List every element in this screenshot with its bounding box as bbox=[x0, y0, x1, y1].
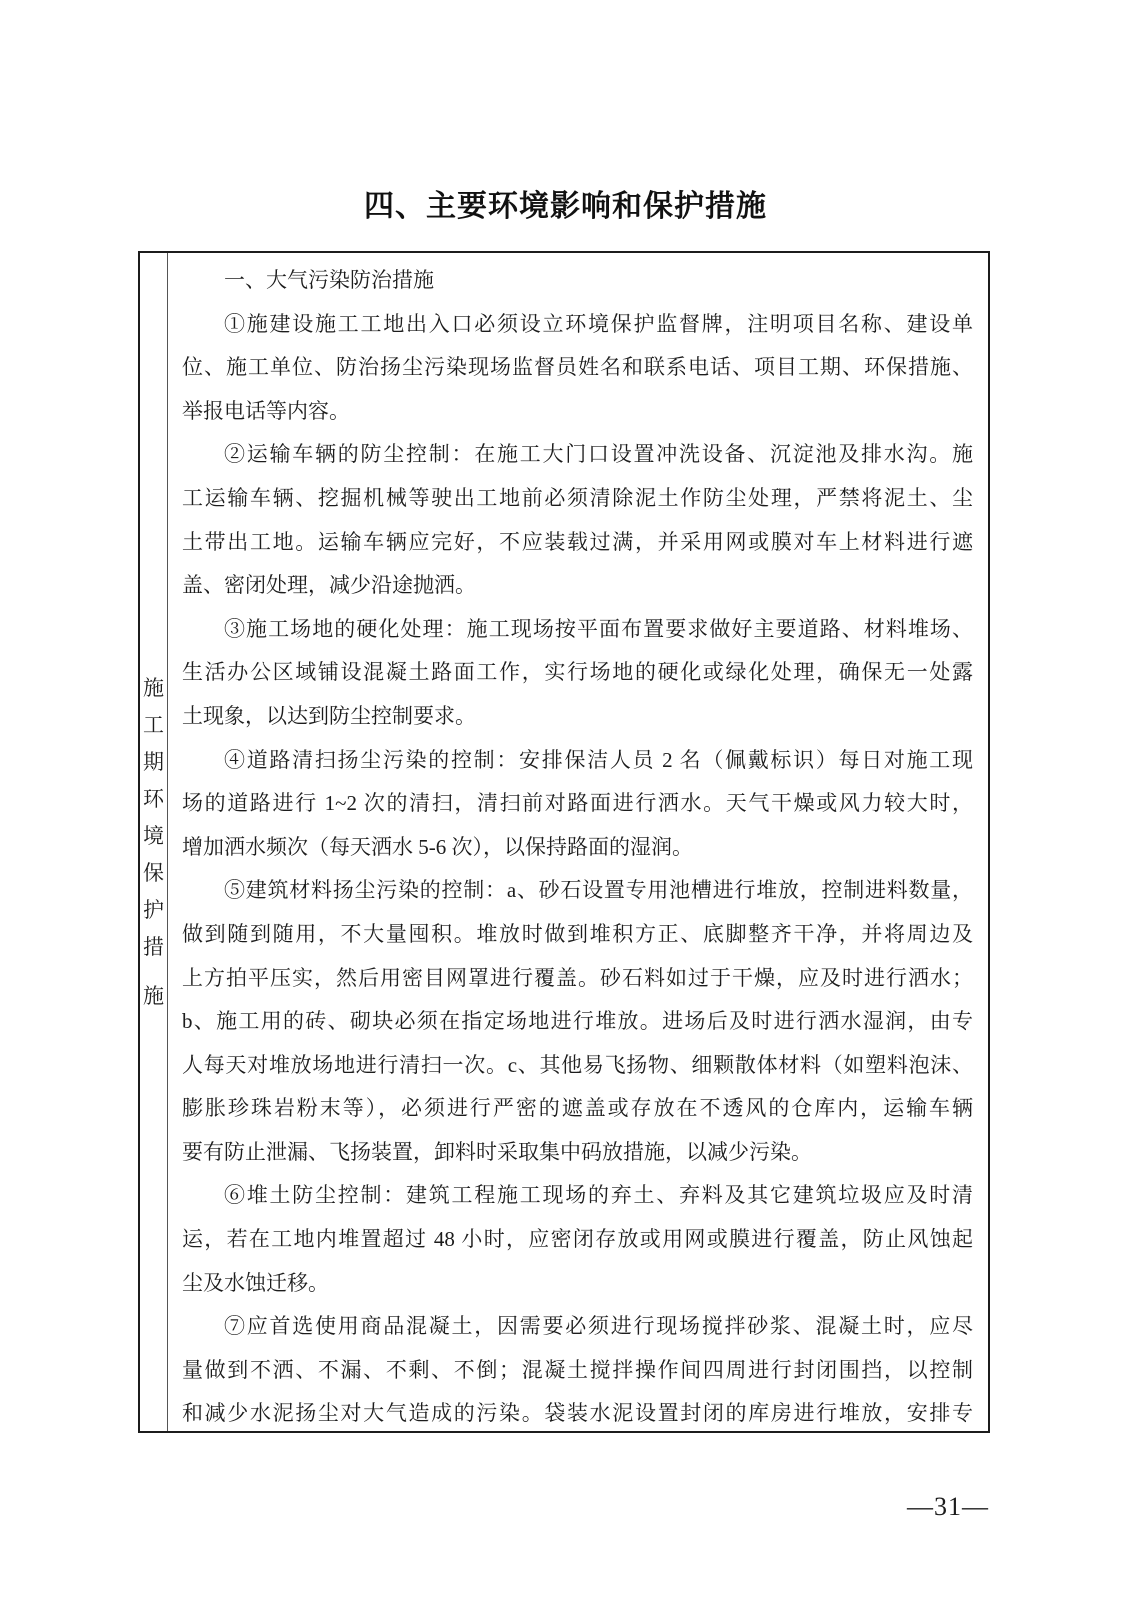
row-header-char: 施 bbox=[143, 983, 164, 1008]
text-line: 盖、密闭处理，减少沿途抛洒。 bbox=[182, 573, 476, 598]
text-line: 场的道路进行 1~2 次的清扫，清扫前对路面进行洒水。天气干燥或风力较大时， bbox=[182, 791, 973, 816]
row-header-char: 期 bbox=[143, 749, 164, 774]
text-line: 量做到不洒、不漏、不剩、不倒；混凝土搅拌操作间四周进行封闭围挡，以控制 bbox=[182, 1357, 973, 1382]
text-line: ④道路清扫扬尘污染的控制：安排保洁人员 2 名（佩戴标识）每日对施工现 bbox=[224, 747, 973, 772]
text-line: 膨胀珍珠岩粉末等），必须进行严密的遮盖或存放在不透风的仓库内，运输车辆 bbox=[182, 1096, 973, 1121]
text-line: ⑦应首选使用商品混凝土，因需要必须进行现场搅拌砂浆、混凝土时，应尽 bbox=[224, 1314, 973, 1339]
text-line: 土带出工地。运输车辆应完好，不应装载过满，并采用网或膜对车上材料进行遮 bbox=[182, 529, 973, 554]
row-header-char: 护 bbox=[143, 897, 164, 922]
text-line: 要有防止泄漏、飞扬装置，卸料时采取集中码放措施，以减少污染。 bbox=[182, 1139, 812, 1164]
row-header-cell bbox=[140, 253, 168, 1431]
text-line: b、施工用的砖、砌块必须在指定场地进行堆放。进场后及时进行洒水湿润，由专 bbox=[182, 1009, 973, 1034]
text-line: ⑤建筑材料扬尘污染的控制：a、砂石设置专用池槽进行堆放，控制进料数量， bbox=[224, 878, 973, 903]
text-line: 土现象，以达到防尘控制要求。 bbox=[182, 703, 476, 728]
text-line: 工运输车辆、挖掘机械等驶出工地前必须清除泥土作防尘处理，严禁将泥土、尘 bbox=[182, 485, 973, 510]
text-line: ①施建设施工工地出入口必须设立环境保护监督牌，注明项目名称、建设单 bbox=[224, 311, 973, 336]
table-content-cell bbox=[168, 253, 988, 1431]
text-line: 做到随到随用，不大量囤积。堆放时做到堆积方正、底脚整齐干净，并将周边及 bbox=[182, 921, 973, 946]
row-header-char: 环 bbox=[143, 786, 164, 811]
measures-table bbox=[138, 251, 990, 1433]
text-line: ③施工场地的硬化处理：施工现场按平面布置要求做好主要道路、材料堆场、 bbox=[224, 616, 973, 641]
text-line: 举报电话等内容。 bbox=[182, 398, 350, 423]
row-header-char: 境 bbox=[143, 823, 164, 848]
text-line: 上方拍平压实，然后用密目网罩进行覆盖。砂石料如过于干燥，应及时进行洒水； bbox=[182, 965, 973, 990]
text-line: 人每天对堆放场地进行清扫一次。c、其他易飞扬物、细颗散体材料（如塑料泡沫、 bbox=[182, 1052, 973, 1077]
text-line: ②运输车辆的防尘控制：在施工大门口设置冲洗设备、沉淀池及排水沟。施 bbox=[224, 442, 973, 467]
text-line: ⑥堆土防尘控制：建筑工程施工现场的弃土、弃料及其它建筑垃圾应及时清 bbox=[224, 1183, 973, 1208]
row-header-char: 工 bbox=[143, 712, 164, 737]
row-header-char: 施 bbox=[143, 675, 164, 700]
text-line: 一、大气污染防治措施 bbox=[224, 268, 434, 292]
text-line: 位、施工单位、防治扬尘污染现场监督员姓名和联系电话、项目工期、环保措施、 bbox=[182, 355, 973, 380]
page-number: —31— bbox=[907, 1492, 989, 1521]
row-header-char: 保 bbox=[143, 860, 164, 885]
text-line: 尘及水蚀迁移。 bbox=[182, 1270, 329, 1295]
text-line: 增加洒水频次（每天洒水 5-6 次），以保持路面的湿润。 bbox=[182, 834, 693, 859]
text-line: 和减少水泥扬尘对大气造成的污染。袋装水泥设置封闭的库房进行堆放，安排专 bbox=[182, 1401, 973, 1426]
text-line: 运，若在工地内堆置超过 48 小时，应密闭存放或用网或膜进行覆盖，防止风蚀起 bbox=[182, 1227, 973, 1252]
row-header-char: 措 bbox=[143, 934, 164, 959]
text-line: 生活办公区域铺设混凝土路面工作，实行场地的硬化或绿化处理，确保无一处露 bbox=[182, 660, 973, 685]
page-title: 四、主要环境影响和保护措施 bbox=[364, 190, 767, 223]
